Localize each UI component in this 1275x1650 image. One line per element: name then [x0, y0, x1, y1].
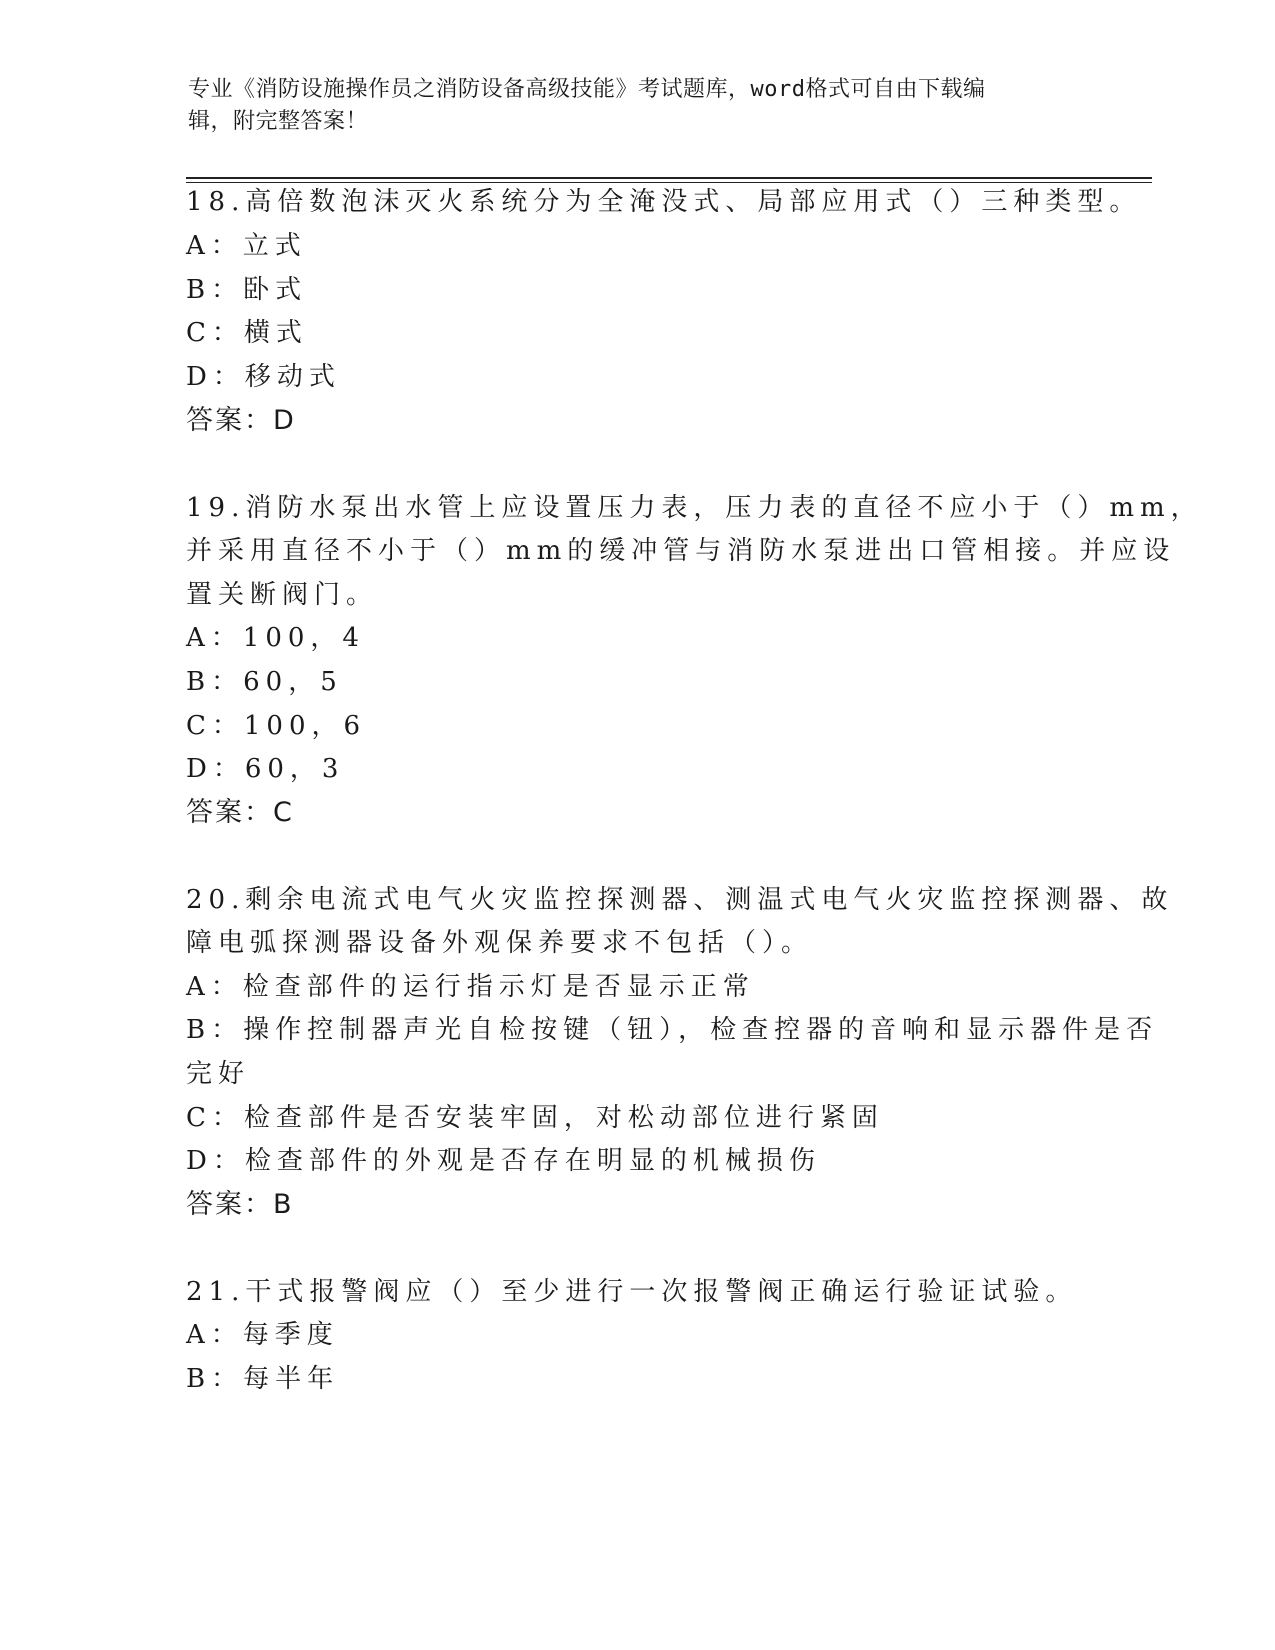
q18-option-d: D：移动式	[186, 362, 341, 392]
q19-option-a: A：100，4	[186, 623, 365, 653]
q20-option-d: D：检查部件的外观是否存在明显的机械损伤	[186, 1146, 821, 1176]
q20-option-b: B：操作控制器声光自检按键（钮），检查控器的音响和显示器件是否	[186, 1015, 1159, 1045]
q20-stem-line-2: 障电弧探测器设备外观保养要求不包括（）。	[186, 928, 814, 958]
q20-option-c: C：检查部件是否安装牢固，对松动部位进行紧固	[186, 1103, 884, 1133]
q21-option-b: B：每半年	[186, 1364, 340, 1394]
q19-stem-line-3: 置关断阀门。	[186, 580, 379, 610]
document-header	[188, 74, 1068, 138]
q19-option-b: B：60，5	[186, 667, 343, 697]
header-rule-thin	[186, 182, 1152, 183]
q20-option-b-continued: 完好	[186, 1059, 251, 1089]
q19-option-c: C：100，6	[186, 711, 367, 741]
q18-option-c: C：横式	[186, 318, 308, 348]
q19-stem-line-1: 19.消防水泵出水管上应设置压力表，压力表的直径不应小于（）mm，	[186, 493, 1203, 523]
q21-stem-line-1: 21.干式报警阀应（）至少进行一次报警阀正确运行验证试验。	[186, 1277, 1078, 1307]
q19-option-d: D：60，3	[186, 754, 345, 784]
q20-stem-line-1: 20.剩余电流式电气火灾监控探测器、测温式电气火灾监控探测器、故	[186, 885, 1174, 915]
header-line-1: 专业《消防设施操作员之消防设备高级技能》考试题库，word格式可自由下载编	[188, 77, 986, 102]
q19-stem-line-2: 并采用直径不小于（）mm的缓冲管与消防水泵进出口管相接。并应设	[186, 536, 1176, 566]
q18-stem-line-1: 18.高倍数泡沫灭火系统分为全淹没式、局部应用式（）三种类型。	[186, 187, 1142, 217]
q21-option-a: A：每季度	[186, 1320, 339, 1350]
header-line-2: 辑，附完整答案！	[188, 109, 369, 134]
header-rule-thick	[186, 177, 1152, 179]
q20-answer: 答案：B	[186, 1189, 294, 1220]
q20-option-a: A：检查部件的运行指示灯是否显示正常	[186, 972, 755, 1002]
q18-option-b: B：卧式	[186, 275, 308, 305]
q19-answer: 答案：C	[186, 797, 294, 828]
q18-option-a: A：立式	[186, 231, 307, 261]
q18-answer: 答案：D	[186, 405, 296, 436]
